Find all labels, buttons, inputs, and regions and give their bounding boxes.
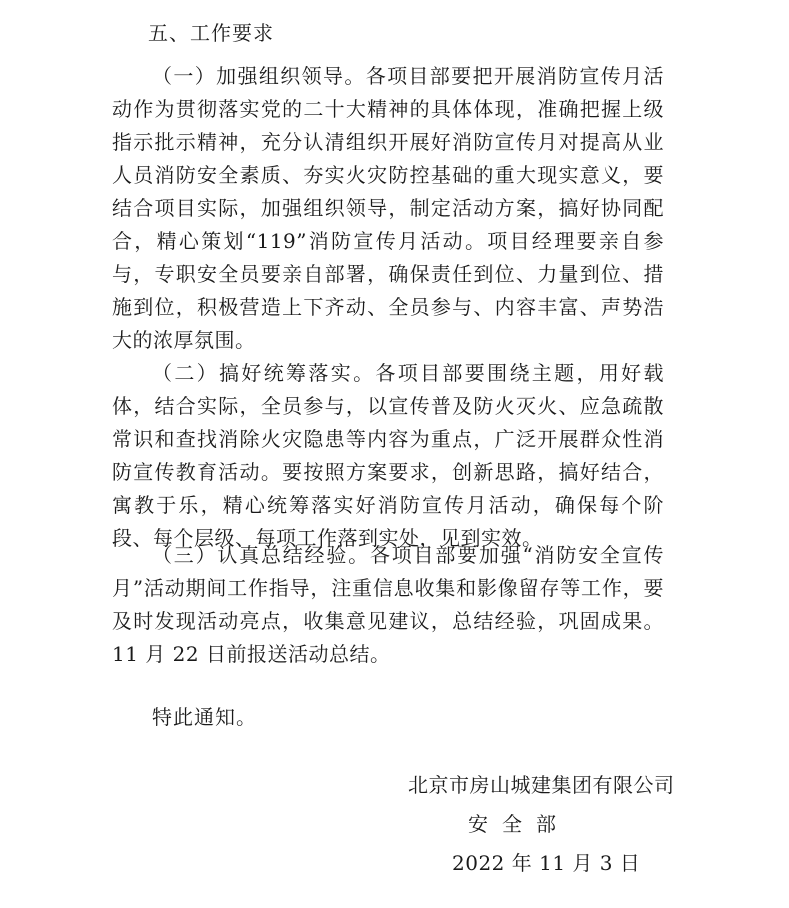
paragraph-summarize-experience: （三）认真总结经验。各项目部要加强“消防安全宣传月”活动期间工作指导，注重信息收集和影像留存等工作，要及时发现活动亮点，收集意见建议，总结经验，巩固成果。11 月 22 日前报送活动总结。 <box>112 543 664 666</box>
closing-notice: 特此通知。 <box>152 705 257 729</box>
paragraph-strengthen-leadership: （一）加强组织领导。各项目部要把开展消防宣传月活动作为贯彻落实党的二十大精神的具体体现，准确把握上级指示批示精神，充分认清组织开展好消防宣传月对提高从业人员消防安全素质、夯实火灾防控基础的重大现实意义，要结合项目实际，加强组织领导，制定活动方案，搞好协同配合，精心策划“119”消防宣传月活动。项目经理要亲自参与，专职安全员要亲自部署，确保责任到位、力量到位、措施到位，积极营造上下齐动、全员参与、内容丰富、声势浩大的浓厚氛围。 <box>112 64 664 352</box>
signature-organization: 北京市房山城建集团有限公司 <box>408 773 675 797</box>
paragraph-coordinate-implementation: （二）搞好统筹落实。各项目部要围绕主题，用好载体，结合实际，全员参与，以宣传普及防火灭火、应急疏散常识和查找消除火灾隐患等内容为重点，广泛开展群众性消防宣传教育活动。要按照方案要求，创新思路，搞好结合，寓教于乐，精心统筹落实好消防宣传月活动，确保每个阶段、每个层级、每项工作落到实处，见到实效。 <box>112 361 664 550</box>
signature-date: 2022 年 11 月 3 日 <box>452 851 641 875</box>
section-heading: 五、工作要求 <box>148 21 274 45</box>
signature-department: 安全部 <box>468 812 570 836</box>
